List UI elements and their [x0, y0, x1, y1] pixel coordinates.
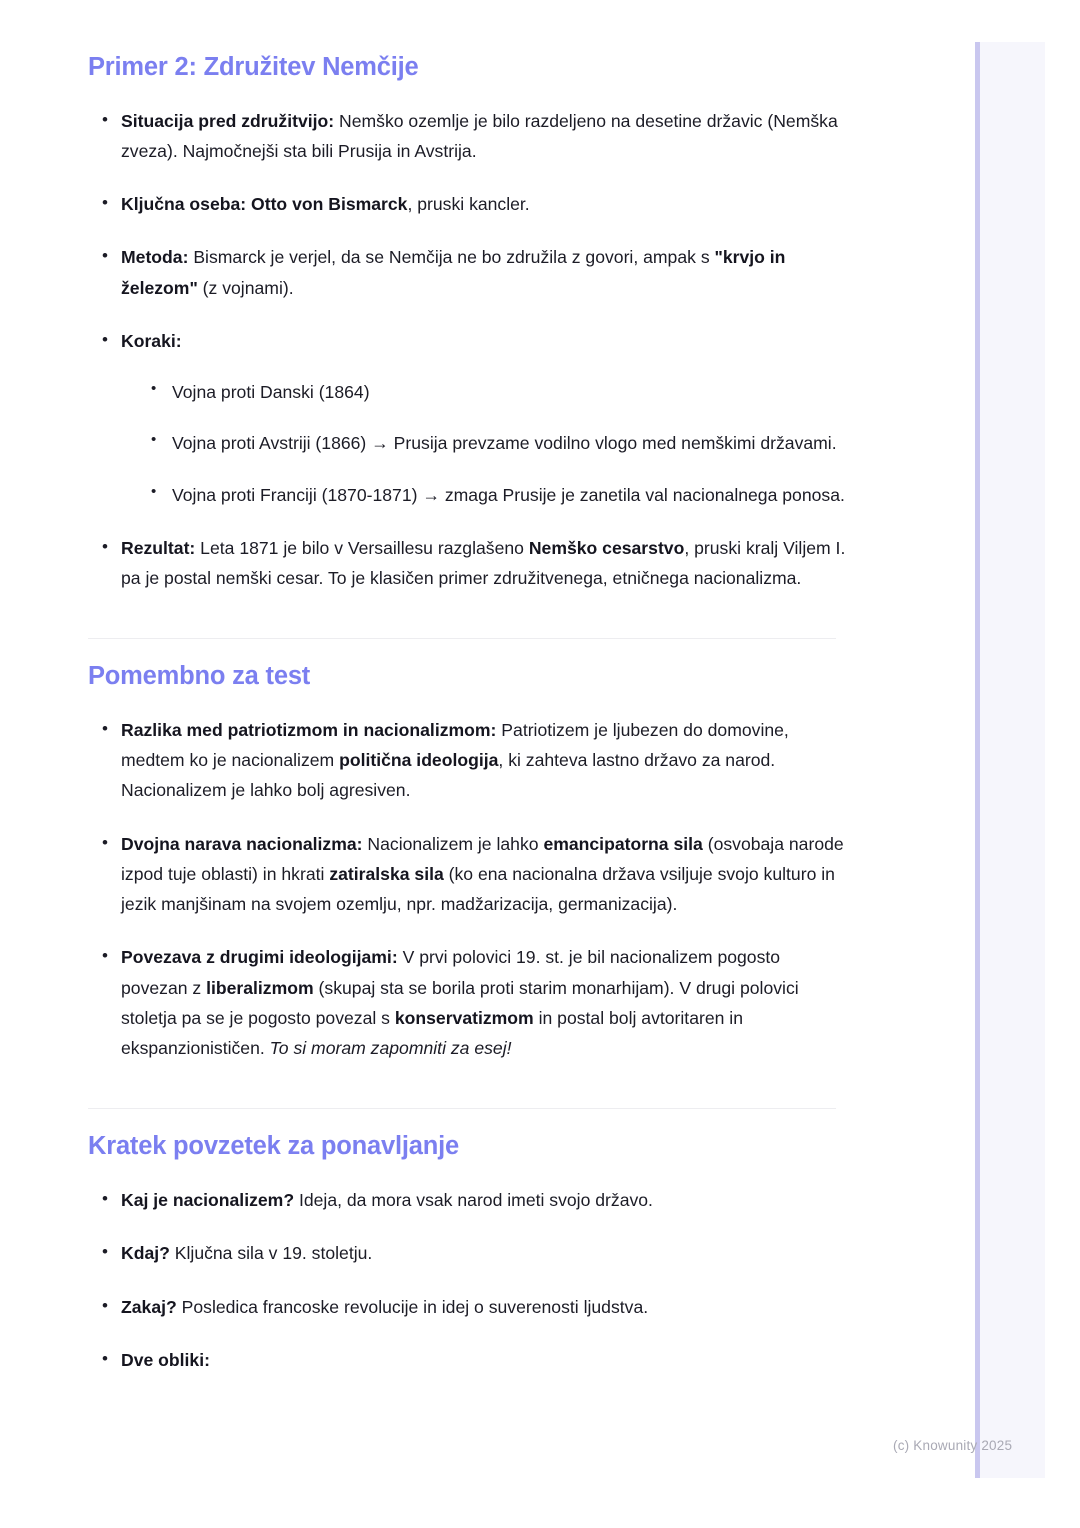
list-item-text: V prvi polovici 19. st. je bil nacionalizem pogosto povezan z	[121, 947, 781, 998]
list-item-italic-tail: To si moram zapomniti za esej!	[269, 1038, 512, 1059]
list-item-text: Nacionalizem je lahko	[362, 833, 544, 854]
list-item-text-2: (skupaj sta se borila proti starim monarhijam). V drugi polovici stoletja pa se je pogosto povezal s	[121, 977, 799, 1028]
section-heading-pomembno-za-test: Pomembno za test	[88, 662, 311, 691]
list-item-bold-mid: liberalizmom	[206, 977, 314, 998]
document-content	[88, 0, 848, 1375]
list-item-text: Ključna sila v 19. stoletju.	[169, 1243, 373, 1264]
list-item-text-2: , ki zahteva lastno državo za narod. Nacionalizem je lahko bolj agresiven.	[121, 750, 776, 801]
list-item-bold-mid: emancipatorna sila	[543, 833, 703, 854]
list-item-lead: Kaj je nacionalizem?	[121, 1190, 295, 1211]
list-item-text: , pruski kancler.	[407, 194, 530, 215]
list-item-lead: Dvojna narava nacionalizma:	[121, 833, 363, 854]
list-item-text: Leta 1871 je bilo v Versaillesu razglašeno	[195, 537, 529, 558]
list-item-text: Posledica francoske revolucije in idej o suverenosti ljudstva.	[176, 1296, 649, 1317]
sub-list-item: • Vojna proti Franciji (1870-1871) → zmaga Prusije je zanetila val nacionalnega ponosa.	[138, 480, 848, 510]
list-item-lead: Rezultat:	[121, 537, 196, 558]
right-side-panel[interactable]	[975, 42, 1045, 1478]
bullet-list-primer-2	[88, 106, 848, 594]
list-item-lead: Situacija pred združitvijo:	[121, 110, 335, 131]
sub-list-item: • Vojna proti Danski (1864)	[138, 377, 848, 407]
list-item	[88, 242, 848, 303]
list-item	[88, 326, 848, 510]
list-item-bold-mid-2: zatiralska sila	[329, 863, 444, 884]
sub-bullet-list-koraki	[138, 377, 848, 510]
list-item-bold-mid: Nemško cesarstvo	[528, 537, 685, 558]
list-item	[88, 1292, 848, 1322]
sub-list-item: • Vojna proti Avstriji (1866) → Prusija prevzame vodilno vlogo med nemškimi državami.	[138, 428, 848, 458]
list-item-lead: Kdaj?	[121, 1243, 170, 1264]
list-item-lead: Koraki:	[121, 330, 182, 351]
list-item-text: Bismarck je verjel, da se Nemčija ne bo združila z govori, ampak s	[188, 247, 715, 268]
list-item-lead: Zakaj?	[121, 1296, 177, 1317]
list-item	[88, 829, 848, 920]
list-item-lead: Metoda:	[121, 247, 189, 268]
list-item-text: Ideja, da mora vsak narod imeti svojo državo.	[294, 1190, 653, 1211]
list-item	[88, 1345, 848, 1375]
list-item-bold-mid: politična ideologija	[339, 750, 499, 771]
list-item-text-3: in postal bolj avtoritaren in ekspanzionističen.	[121, 1007, 743, 1059]
list-item-lead: Ključna oseba: Otto von Bismarck	[121, 194, 408, 215]
list-item-lead: Povezava z drugimi ideologijami:	[121, 947, 398, 968]
list-item-text-3: (ko ena nacionalna država vsiljuje svojo kulturo in jezik manjšinam na svojem ozemlju, npr. madžarizacija, germanizacija).	[121, 863, 835, 915]
list-item	[88, 106, 848, 167]
list-item-lead: Razlika med patriotizmom in nacionalizmom:	[121, 719, 497, 740]
section-heading-primer-2: Primer 2: Združitev Nemčije	[88, 53, 419, 81]
list-item-text-2: (osvobaja narode izpod tuje oblasti) in hkrati	[121, 833, 844, 884]
list-item-text: Patriotizem je ljubezen do domovine, medtem ko je nacionalizem	[121, 719, 789, 771]
list-item-text: Nemško ozemlje je bilo razdeljeno na desetine državic (Nemška zveza). Najmočnejši sta bili Prusija in Avstrija.	[121, 110, 838, 161]
list-item	[88, 942, 848, 1063]
list-item	[88, 533, 848, 594]
list-item	[88, 1185, 848, 1215]
list-item	[88, 715, 848, 806]
list-item-text-2: , pruski kralj Viljem I. pa je postal nemški cesar. To je klasičen primer združitvenega, etničnega nacionalizma.	[121, 537, 846, 589]
bullet-list-kratek-povzetek	[88, 1185, 848, 1375]
section-heading-kratek-povzetek: Kratek povzetek za ponavljanje	[88, 1132, 459, 1161]
bullet-list-pomembno	[88, 715, 848, 1064]
sub-list-wrapper	[121, 377, 848, 510]
list-item-text-2: (z vojnami).	[197, 277, 294, 298]
list-item-lead: Dve obliki:	[121, 1349, 210, 1370]
list-item	[88, 1238, 848, 1268]
list-item-bold-mid: "krvjo in železom"	[121, 247, 786, 298]
watermark-copyright: (c) Knowunity 2025	[893, 1438, 1013, 1453]
list-item	[88, 189, 848, 219]
list-item-bold-mid-2: konservatizmom	[394, 1007, 534, 1028]
